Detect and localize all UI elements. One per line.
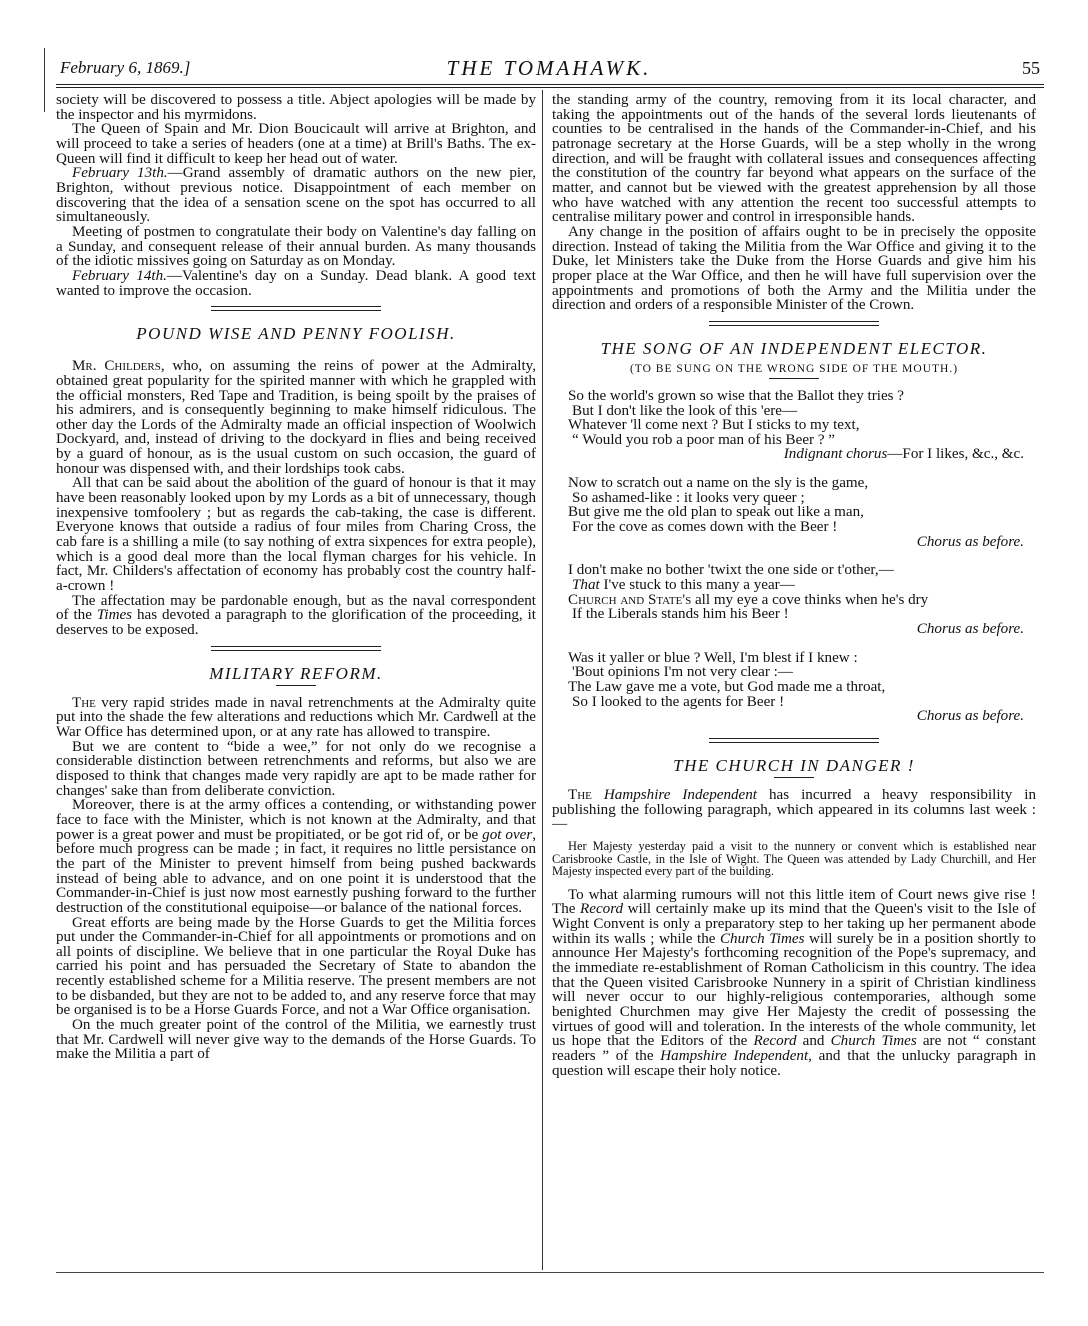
chorus-line [552,447,1036,462]
italic-phrase: got over [482,826,533,843]
paragraph: Any change in the position of affairs ought to be in precisely the opposite direction. Instead of taking the Militia from the War Office and giving it to the Duke, let Ministers take the Duke from the Horse Guards and give him his proper place at the War Office, and then he will have full supervision over the appointments and promotions of both the Army and the Militia under the direction and orders of a responsible Minister of the Crown. [552,223,1036,314]
title-underline [769,378,819,379]
verse-line: 'Bout opinions I'm not very clear :— [572,664,793,681]
page-number: 55 [1022,58,1040,78]
verse-line: The Law gave me a vote, but God made me a throat, [568,679,886,695]
paragraph-text: —Grand assembly of dramatic authors on the new pier, Brighton, without previous notice. Disappointment of each member on discovering that the idea of a sensation scene on the spot has occurred to all simultaneously. [56,165,537,226]
right-column [552,93,1036,1078]
stanza [552,563,1036,636]
song-subtitle: (TO BE SUNG ON THE WRONG SIDE OF THE MOUTH.) [629,362,959,375]
section-rule [211,646,381,651]
paragraph: On the much greater point of the control of the Militia, we earnestly trust that Mr. Cardwell will never give way to the demands of the Horse Guards. To make the Militia a part of [56,1017,536,1063]
paragraph-text: who, on assuming the reins of power at the Admiralty, obtained great popularity for the spirited manner with which he grappled with the official monsters, Red Tape and Tradition, is being spoilt by the praises of his admirers, and is consequently beginning to make himself ridiculous. The other day the Lords of the Admiralty made an official inspection of Woolwich Dockyard, and, instead of driving to the dockyard in flies and being received by a guard of honour, as is the usual custom on such occasion, the guard of honour was dispensed with, and their lordships took cabs. [56,358,536,477]
chorus-line: Chorus as before. [916,621,1024,638]
article-title-church: THE CHURCH IN DANGER ! [673,755,915,775]
paragraph: society will be discovered to possess a title. Abject apologies will be made by the inspector and his myrmidons. [56,92,536,123]
paragraph-text: are not “ constant readers ” of the [552,1033,1036,1064]
paragraph-text: Moreover, there is at the army offices a contending, or withstanding power face to face with the Minister, which is not known at the Admiralty, and that power is a great power and must be propitiated, or be got rid of, or be [56,797,536,843]
small-caps-phrase: Church and State's [568,591,692,608]
italic-word: That [572,577,600,594]
paragraph [56,798,536,915]
issue-date: February 6, 1869.] [60,58,191,77]
quote-text: Her Majesty yesterday paid a visit to the nunnery or convent which is established near Carisbrooke Castle, in the Isle of Wight. The Queen was attended by Lady Churchill, and Her Majesty inspected every part of the building. [552,838,1036,879]
article-title-military-reform: MILITARY REFORM. [209,663,383,683]
paragraph: All that can be said about the abolition of the guard of honour is that it may have been reasonably looked upon by my Lords as a bit of unnecessary, though inexpensive tomfoolery ; but as regards the cab-taking, the case is different. Everyone knows that outside a radius of four miles from Charing Cross, the cab fare is a shilling a mile (to say nothing of extra sixpences for extra people), which is a good deal more than the local flyman charges for his vehicle. In fact, Mr. Childers's affectation of economy has probably cost the country half-a-crown ! [56,475,536,595]
left-column [56,93,536,1062]
poem [552,389,1036,724]
verse-line [552,593,1036,608]
stanza [552,476,1036,549]
section-rule [709,738,879,743]
margin-line [44,48,45,112]
paragraph-text: , and that the unlucky paragraph in question will escape their holy notice. [552,1047,1036,1079]
paragraph-text: , before much progress can be made ; in fact, it requires no little persistance on the part of the Minister to prevent himself from being pushed backwards instead of being able to advance, and on one point it is understood that the Commander-in-Chief is just now most earnestly pushing forward to the further destruction of the constitutional equipoise—or balance of the national forces. [56,826,536,916]
column-divider [542,90,543,1270]
verse-line: Now to scratch out a name on the sly is the game, [568,475,869,492]
newspaper-name: Times [96,607,133,624]
newspaper-name: Church Times [830,1033,917,1050]
paragraph [56,269,536,298]
newspaper-name: Record [580,901,624,918]
paragraph [552,788,1036,832]
quoted-paragraph [552,840,1036,878]
verse-line: I don't make no bother 'twixt the one side or t'other,— [568,562,894,579]
header-rule-2 [56,87,1044,88]
verse-line [552,578,1036,593]
paragraph: The Queen of Spain and Mr. Dion Boucicault will arrive at Brighton, and will proceed to take a series of headers (one at a time) at Brill's Baths. The ex-Queen will find it difficult to keep her head out of water. [56,121,536,167]
verse-line: But give me the old plan to speak out like a man, [568,504,864,521]
paragraph: Great efforts are being made by the Horse Guards to get the Militia forces put under the Commander-in-Chief for all appointments or promotions and on all points of discipline. We believe that in one particular the Royal Duke has carried his point and has persuaded the Secretary of State to abandon the recently established scheme for a Militia reserve. The present members are not to be disbanded, but they are not to be added to, and any reserve force that may be organised is to be a Horse Guards Force, and not a War Office organisation. [56,914,536,1019]
paragraph-text: has incurred a heavy responsibility in publishing the following paragraph, which appeared in its columns last week :— [552,786,1036,833]
page-header [54,56,1044,82]
verse-line: So the world's grown so wise that the Ballot they tries ? [568,387,904,404]
paragraph-text: and [796,1033,831,1050]
lead-words: Mr. Childers, [72,358,165,375]
lead-words: The [568,786,592,803]
paragraph: the standing army of the country, removing from it its local character, and taking the appointments out of the hands of the several lords lieutenants of counties to be centralised in the hands of the Commander-in-Chief, and his patronage secretary at the Horse Guards, will be a step wholly in the wrong direction, and will be fraught with collateral issues and consequences affecting the constitution of the country far beyond what appears on the surface of the matter, and cannot but be viewed with the greatest apprehension by all those who have watched with any attention the recent too successful attempts to centralise military power and control in irresponsible hands. [552,92,1036,226]
bottom-rule [56,1272,1044,1273]
masthead-title: THE TOMAHAWK. [446,56,652,80]
chorus-text: —For I likes, &c., &c. [887,446,1024,463]
lead-words: The [72,694,96,711]
verse-line: “ Would you rob a poor man of his Beer ? ” [572,431,835,448]
paragraph-text: has devoted a paragraph to the glorification of the proceeding, it deserves to be exposed. [56,607,536,638]
section-rule [211,306,381,311]
paragraph [56,594,536,638]
stanza [552,651,1036,724]
paragraph [552,888,1036,1079]
chorus-label: Indignant chorus [783,446,888,463]
verse-line: But I don't like the look of this 'ere— [572,402,798,419]
verse-line: So ashamed-like : it looks very queer ; [572,489,805,506]
article-title-pound-wise: POUND WISE AND PENNY FOOLISH. [136,324,456,344]
stanza [552,389,1036,462]
date-label: February 13th. [72,165,168,182]
paragraph-text: very rapid strides made in naval retrenchments at the Admiralty quite put into the shade the few alterations and reductions which Mr. Cardwell at the War Office has determined upon, or at any rate has allowed to transpire. [56,694,536,740]
title-underline [774,777,814,778]
newspaper-name: Hampshire Independent [660,1047,809,1064]
paragraph: But we are content to “bide a wee,” for not only do we recognise a considerable distinction between retrenchments and reforms, but also we are disposed to think that changes made very rapidly are apt to be made rather for changes' sake than from deliberate conviction. [56,738,536,799]
verse-text: all my eye a cove thinks when he's dry [691,591,929,608]
newspaper-name: Record [753,1033,797,1050]
paragraph [56,696,536,740]
paragraph-text: —Valentine's day on a Sunday. Dead blank. A good text wanted to improve the occasion. [56,267,537,299]
verse-text: I've stuck to this many a year— [599,577,795,594]
newspaper-name: Hampshire Independent [603,786,757,803]
article-title-song: THE SONG OF AN INDEPENDENT ELECTOR. [600,338,988,358]
chorus-line: Chorus as before. [916,533,1024,550]
paragraph-text: To what alarming rumours will not this little item of Court news give rise ! The [552,886,1036,918]
date-label: February 14th. [72,267,167,284]
paragraph-text: will surely be in a position shortly to announce Her Majesty's forthcoming recognition of the Pope's supremacy, and the immediate re-establishment of Roman Catholicism in this country. The idea that the Queen visited Carisbrooke Nunnery in a spirit of Christian kindliness will never occur to our highly-religious contemporaries, although some benighted Churchmen may give Her Majesty the credit of possessing the virtues of good will and toleration. In the interests of the whole community, let us hope that the Editors of the [552,930,1036,1050]
verse-line: If the Liberals stands him his Beer ! [572,606,789,623]
section-rule [709,321,879,326]
chorus-line: Chorus as before. [916,708,1024,725]
verse-line: For the cove as comes down with the Beer ! [572,519,838,536]
paragraph-text: The affectation may be pardonable enough, but as the naval correspondent of the [56,592,536,624]
verse-line: Was it yaller or blue ? Well, I'm blest if I knew : [568,649,858,666]
title-underline [276,685,316,686]
newspaper-name: Church Times [719,930,805,947]
paragraph [56,166,536,225]
verse-line: Whatever 'll come next ? But I sticks to my text, [568,417,860,434]
header-rule [56,84,1044,85]
paragraph-text: will certainly make up its mind that the Queen's visit to the Isle of Wight Convent is only a preparatory step to her taking up her permanent abode within its walls ; while the [552,901,1036,947]
verse-line: So I looked to the agents for Beer ! [572,693,785,710]
paragraph: Meeting of postmen to congratulate their body on Valentine's day falling on a Sunday, and consequent release of their annual burden. As many thousands of the idiotic missives going on Saturday as on Monday. [56,223,536,270]
paragraph [56,359,536,476]
